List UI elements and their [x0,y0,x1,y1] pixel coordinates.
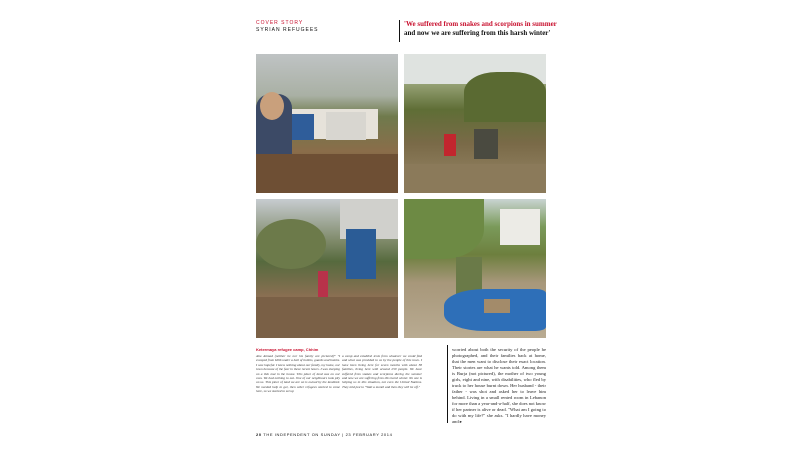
page-footer [256,432,392,437]
section-label: SYRIAN REFUGEES [256,27,319,33]
pull-quote [404,20,557,38]
column-divider [447,345,448,423]
body-column-2: a camp and establish tents from whatever we could find and what was provided to us by the people of this town. I have been living here for seven months with about 38 families, living here with around 250 people. We have suffered from snakes and scorpions during the summer and now we are suffering from this harsh winter. No one is helping us in this situation, not even the United Nations. They told just to "Wait a month and then they will be off." [342,354,422,389]
pull-quote-line2: and now we are suffering from this harsh winter' [404,29,551,37]
photo-girl-tents [256,199,398,338]
pull-quote-line1: 'We suffered from snakes and scorpions in summer [404,20,557,28]
kicker: COVER STORY [256,20,304,26]
body-column-1: Abu Ahmad (neither he nor his family are pictured)* "I escaped from Idlib under a hail of bullets, guards and bombs. I was hopeful. I knew nothing about our family, my home, our town because of the fear in these recent hours. I was sleeping on a thin mat in the house. This place of land was on our own. We had nothing to eat. One of our neighbours took pity on us. This piece of land we are on is owned by the landlord. We needed help to get, then other refugees started to come here, so we started to set up [256,354,340,394]
photo-caption: Ketermaya refugee camp, Chhim [256,347,319,352]
photo-hillside-family [404,54,546,193]
header-divider [399,20,400,42]
page-number: 20 [256,432,262,437]
photo-boy-tarp [404,199,546,338]
photo-camp-boy [256,54,398,193]
publication-line: THE INDEPENDENT ON SUNDAY | 23 FEBRUARY 2014 [263,432,393,437]
body-column-3: worried about both the security of the people he photographed, and their families back at home, that the men want to disclose their exact location. Their stories are what he wants told. Among them is Burja (not pictured), the mother of two young girls, eight and nine, with disabilities, who fled by truck to her house burnt down. Her husband - their father - was shot and asked her to leave him behind. Living in a small rented room in Lebanon for more than a year-and-a-half, she does not know if her partner is alive or dead. "What am I going to do with my life?" she asks. "I hardly have money and ▸ [452,347,546,424]
